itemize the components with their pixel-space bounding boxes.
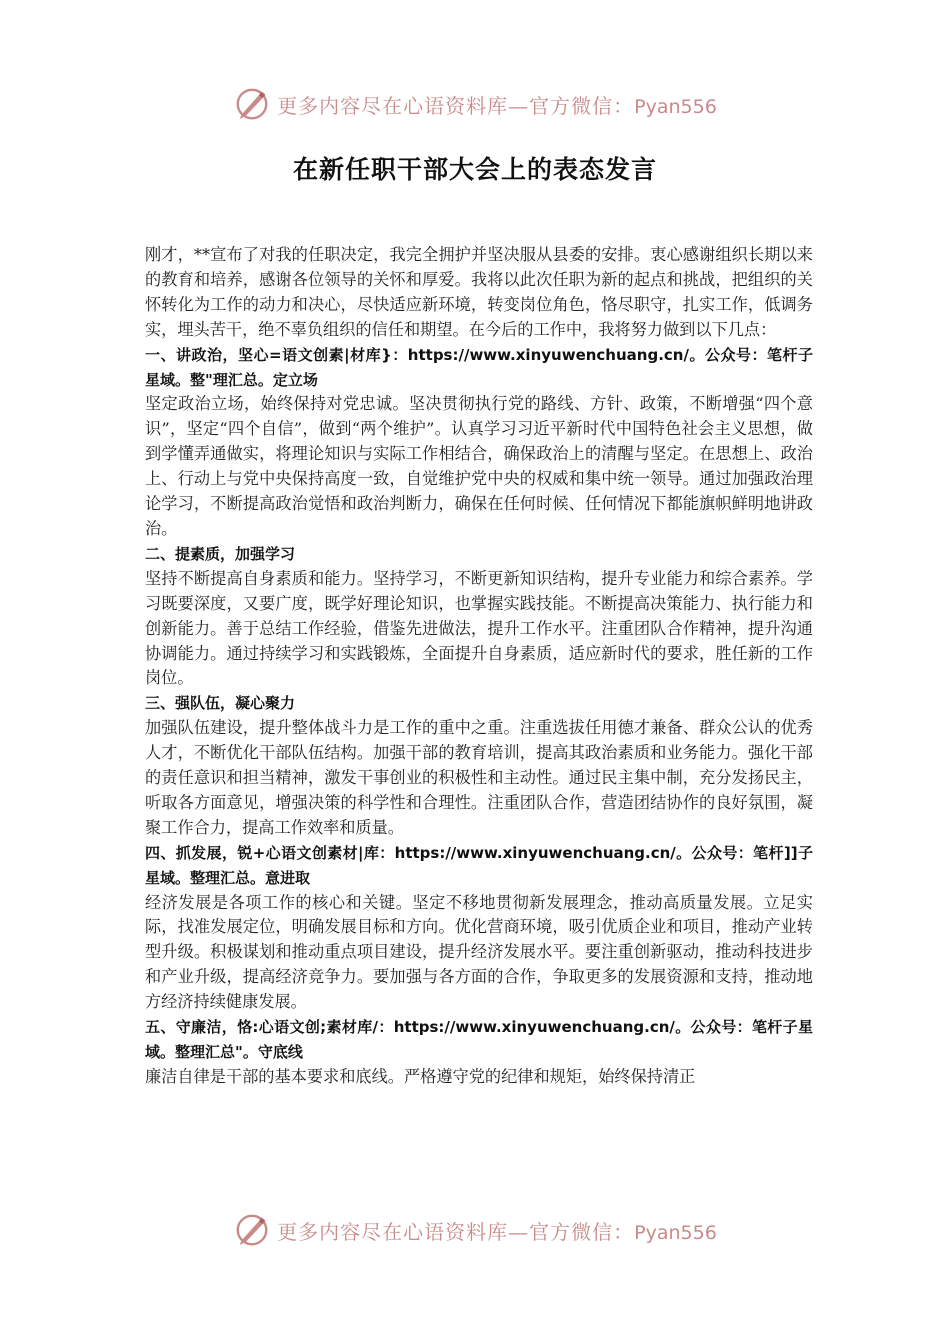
watermark-text: 更多内容尽在心语资料库—官方微信：Pyan556	[277, 1219, 717, 1244]
section-4-heading: 四、抓发展，锐+心语文创素材|库：https://www.xinyuwenchuang.cn/。公众号：笔杆]]子星域。整理汇总。意进取	[145, 843, 813, 887]
section-3-heading: 三、强队伍，凝心聚力	[145, 694, 296, 713]
section-2-heading: 二、提素质，加强学习	[145, 544, 296, 563]
pen-logo-icon	[233, 1211, 271, 1249]
section-1-body: 坚定政治立场，始终保持对党忠诚。坚决贯彻执行党的路线、方针、政策，不断增强“四个意识”，坚定“四个自信”，做到“两个维护”。认真学习习近平新时代中国特色社会主义思想，做到学懂弄通做实，将理论知识与实际工作相结合，确保政治上的清醒与坚定。在思想上、政治上、行动上与党中央保持高度一致，自觉维护党中央的权威和集中统一领导。通过加强政治理论学习，不断提高政治觉悟和政治判断力，确保在任何时候、任何情况下都能旗帜鲜明地讲政治。	[145, 394, 813, 538]
section-5-body: 廉洁自律是干部的基本要求和底线。严格遵守党的纪律和规矩，始终保持清正	[145, 1066, 696, 1086]
section-4-body: 经济发展是各项工作的核心和关键。坚定不移地贯彻新发展理念，推动高质量发展。立足实际，找准发展定位，明确发展目标和方向。优化营商环境，吸引优质企业和项目，推动产业转型升级。积极谋划和推动重点项目建设，提升经济发展水平。要注重创新驱动，推动科技进步和产业升级，提高经济竞争力。要加强与各方面的合作，争取更多的发展资源和支持，推动地方经济持续健康发展。	[145, 892, 813, 1012]
pen-logo-icon	[233, 85, 271, 123]
section-5-heading: 五、守廉洁，恪:心语文创;素材库/：https://www.xinyuwenchuang.cn/。公众号：笔杆子星域。整理汇总"。守底线	[145, 1018, 813, 1061]
section-1-heading: 一、讲政治，坚心=语文创素|材库}：https://www.xinyuwenchuang.cn/。公众号：笔杆子星域。整"理汇总。定立场	[145, 345, 813, 389]
watermark-wechat-id: Pyan556	[634, 1221, 717, 1244]
section-3-body: 加强队伍建设，提升整体战斗力是工作的重中之重。注重选拔任用德才兼备、群众公认的优秀人才，不断优化干部队伍结构。加强干部的教育培训，提高其政治素质和业务能力。强化干部的责任意识和担当精神，激发干事创业的积极性和主动性。通过民主集中制，充分发扬民主，听取各方面意见，增强决策的科学性和合理性。注重团队合作，营造团结协作的良好氛围，凝聚工作合力，提高工作效率和质量。	[145, 718, 813, 837]
section-2-body: 坚持不断提高自身素质和能力。坚持学习，不断更新知识结构，提升专业能力和综合素养。学习既要深度，又要广度，既学好理论知识，也掌握实践技能。不断提高决策能力、执行能力和创新能力。善于总结工作经验，借鉴先进做法，提升工作水平。注重团队合作精神，提升沟通协调能力。通过持续学习和实践锻炼，全面提升自身素质，适应新时代的要求，胜任新的工作岗位。	[145, 568, 813, 688]
watermark-banner-top	[0, 84, 950, 124]
watermark-wechat-id: Pyan556	[634, 95, 717, 118]
watermark-text: 更多内容尽在心语资料库—官方微信：Pyan556	[277, 93, 717, 118]
document-body	[145, 243, 813, 1090]
document-title: 在新任职干部大会上的表态发言	[292, 155, 657, 184]
intro-paragraph: 刚才，**宣布了对我的任职决定，我完全拥护并坚决服从县委的安排。衷心感谢组织长期以来的教育和培养，感谢各位领导的关怀和厚爱。我将以此次任职为新的起点和挑战，把组织的关怀转化为工作的动力和决心，尽快适应新环境，转变岗位角色，恪尽职守，扎实工作，低调务实，埋头苦干，绝不辜负组织的信任和期望。在今后的工作中，我将努力做到以下几点：	[145, 245, 813, 339]
watermark-banner-bottom	[0, 1210, 950, 1250]
